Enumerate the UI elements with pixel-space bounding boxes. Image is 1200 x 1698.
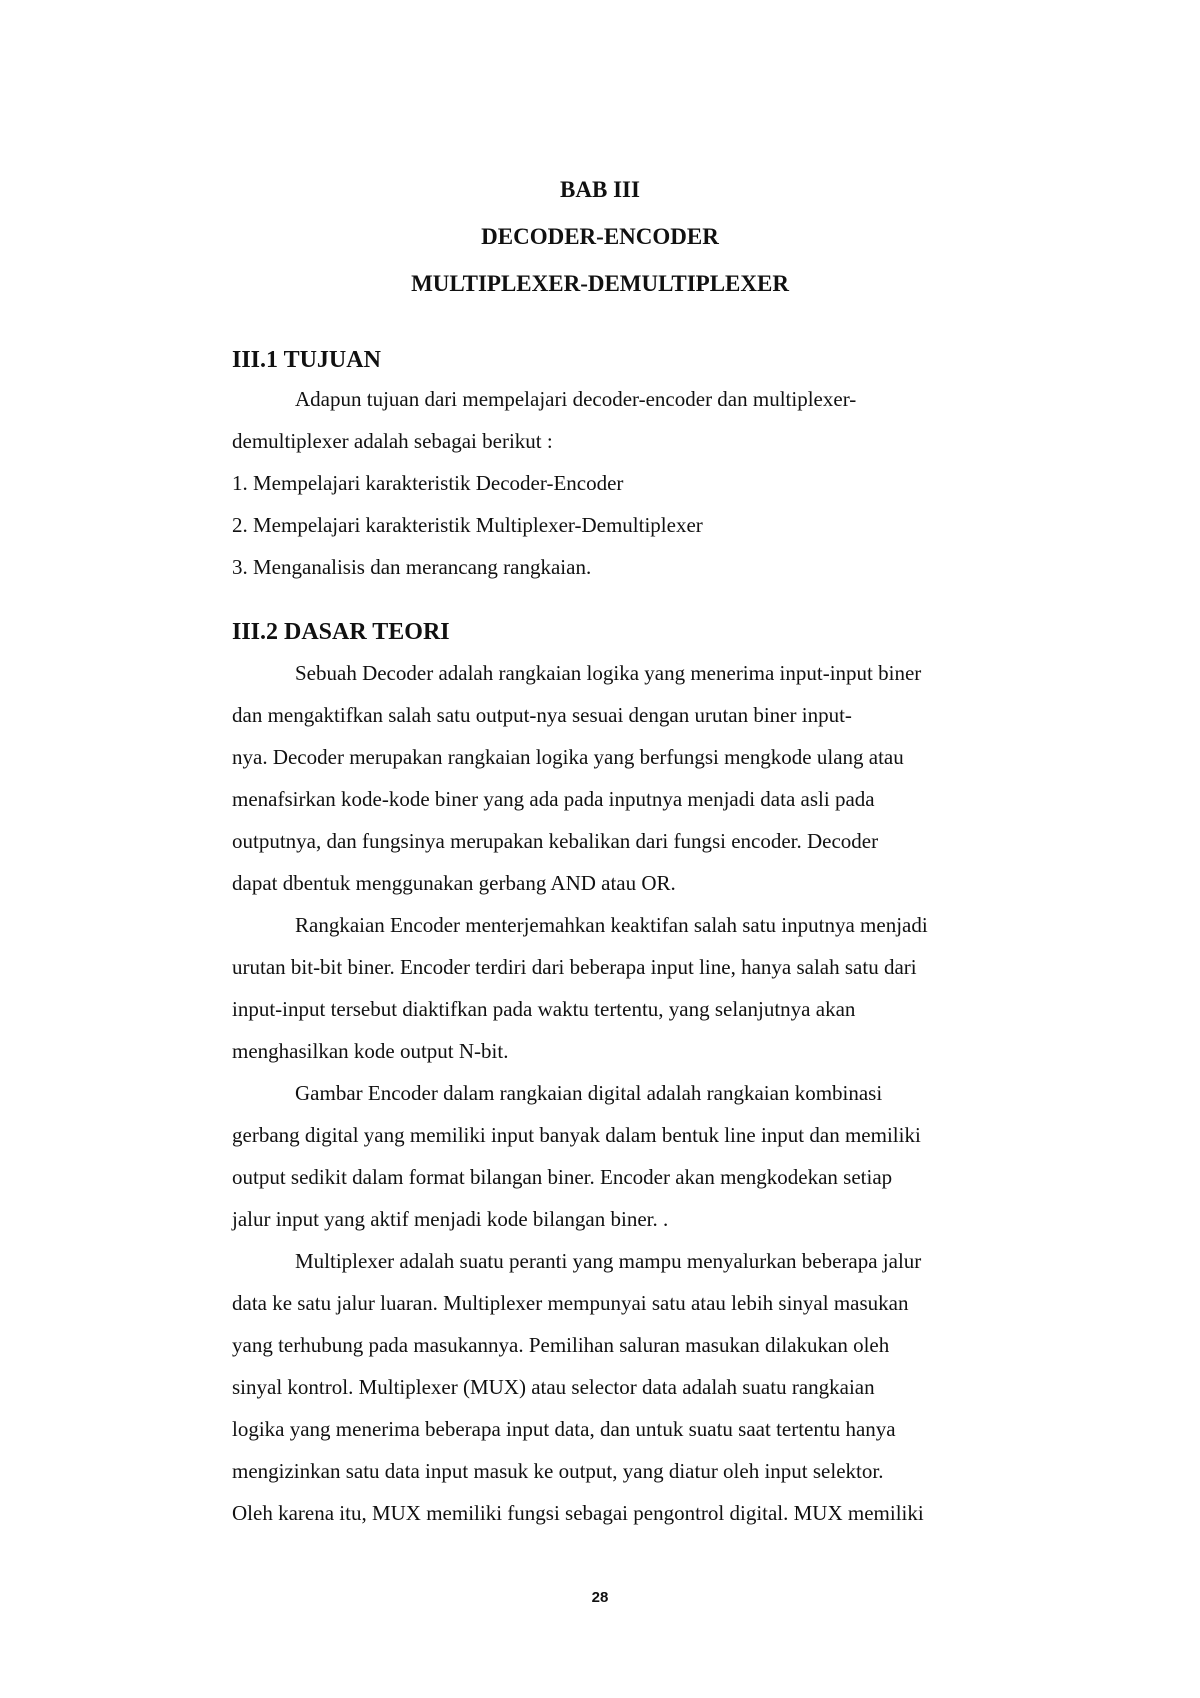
section-heading-tujuan: III.1 TUJUAN bbox=[232, 347, 381, 373]
section-heading-dasar-teori: III.2 DASAR TEORI bbox=[232, 619, 450, 645]
paragraph-line: mengizinkan satu data input masuk ke output, yang diatur oleh input selektor. bbox=[232, 1459, 884, 1483]
paragraph-line: Multiplexer adalah suatu peranti yang mampu menyalurkan beberapa jalur bbox=[295, 1249, 922, 1273]
paragraph-line: yang terhubung pada masukannya. Pemilihan saluran masukan dilakukan oleh bbox=[232, 1333, 890, 1357]
paragraph-line: Sebuah Decoder adalah rangkaian logika yang menerima input-input biner bbox=[295, 661, 922, 685]
paragraph-line: sinyal kontrol. Multiplexer (MUX) atau selector data adalah suatu rangkaian bbox=[232, 1375, 875, 1399]
paragraph-line: urutan bit-bit biner. Encoder terdiri dari beberapa input line, hanya salah satu dari bbox=[232, 955, 917, 979]
paragraph-line: output sedikit dalam format bilangan biner. Encoder akan mengkodekan setiap bbox=[232, 1165, 893, 1189]
paragraph-line: dan mengaktifkan salah satu output-nya sesuai dengan urutan biner input- bbox=[232, 703, 852, 727]
paragraph-line: jalur input yang aktif menjadi kode bilangan biner. . bbox=[232, 1207, 669, 1231]
paragraph-line: input-input tersebut diaktifkan pada waktu tertentu, yang selanjutnya akan bbox=[232, 997, 856, 1021]
list-item: 1. Mempelajari karakteristik Decoder-Encoder bbox=[232, 471, 624, 495]
list-item: 2. Mempelajari karakteristik Multiplexer-Demultiplexer bbox=[232, 513, 703, 537]
list-item: 3. Menganalisis dan merancang rangkaian. bbox=[232, 555, 592, 579]
paragraph-line: nya. Decoder merupakan rangkaian logika yang berfungsi mengkode ulang atau bbox=[232, 745, 904, 769]
paragraph-line: Gambar Encoder dalam rangkaian digital adalah rangkaian kombinasi bbox=[295, 1081, 883, 1105]
paragraph-line: dapat dbentuk menggunakan gerbang AND atau OR. bbox=[232, 871, 676, 895]
paragraph-line: Rangkaian Encoder menterjemahkan keaktifan salah satu inputnya menjadi bbox=[295, 913, 928, 937]
paragraph-line: gerbang digital yang memiliki input banyak dalam bentuk line input dan memiliki bbox=[232, 1123, 921, 1147]
chapter-subtitle-1: DECODER-ENCODER bbox=[481, 224, 719, 249]
paragraph-line: menghasilkan kode output N-bit. bbox=[232, 1039, 509, 1063]
paragraph-line: data ke satu jalur luaran. Multiplexer mempunyai satu atau lebih sinyal masukan bbox=[232, 1291, 909, 1315]
page-number: 28 bbox=[591, 1589, 609, 1606]
chapter-title: BAB III bbox=[560, 177, 640, 202]
paragraph-line: Adapun tujuan dari mempelajari decoder-encoder dan multiplexer- bbox=[295, 387, 857, 411]
paragraph-line: demultiplexer adalah sebagai berikut : bbox=[232, 429, 553, 453]
paragraph-line: logika yang menerima beberapa input data, dan untuk suatu saat tertentu hanya bbox=[232, 1417, 896, 1441]
paragraph-line: menafsirkan kode-kode biner yang ada pada inputnya menjadi data asli pada bbox=[232, 787, 875, 811]
chapter-subtitle-2: MULTIPLEXER-DEMULTIPLEXER bbox=[411, 271, 789, 296]
paragraph-line: outputnya, dan fungsinya merupakan kebalikan dari fungsi encoder. Decoder bbox=[232, 829, 879, 853]
paragraph-line: Oleh karena itu, MUX memiliki fungsi sebagai pengontrol digital. MUX memiliki bbox=[232, 1501, 924, 1525]
